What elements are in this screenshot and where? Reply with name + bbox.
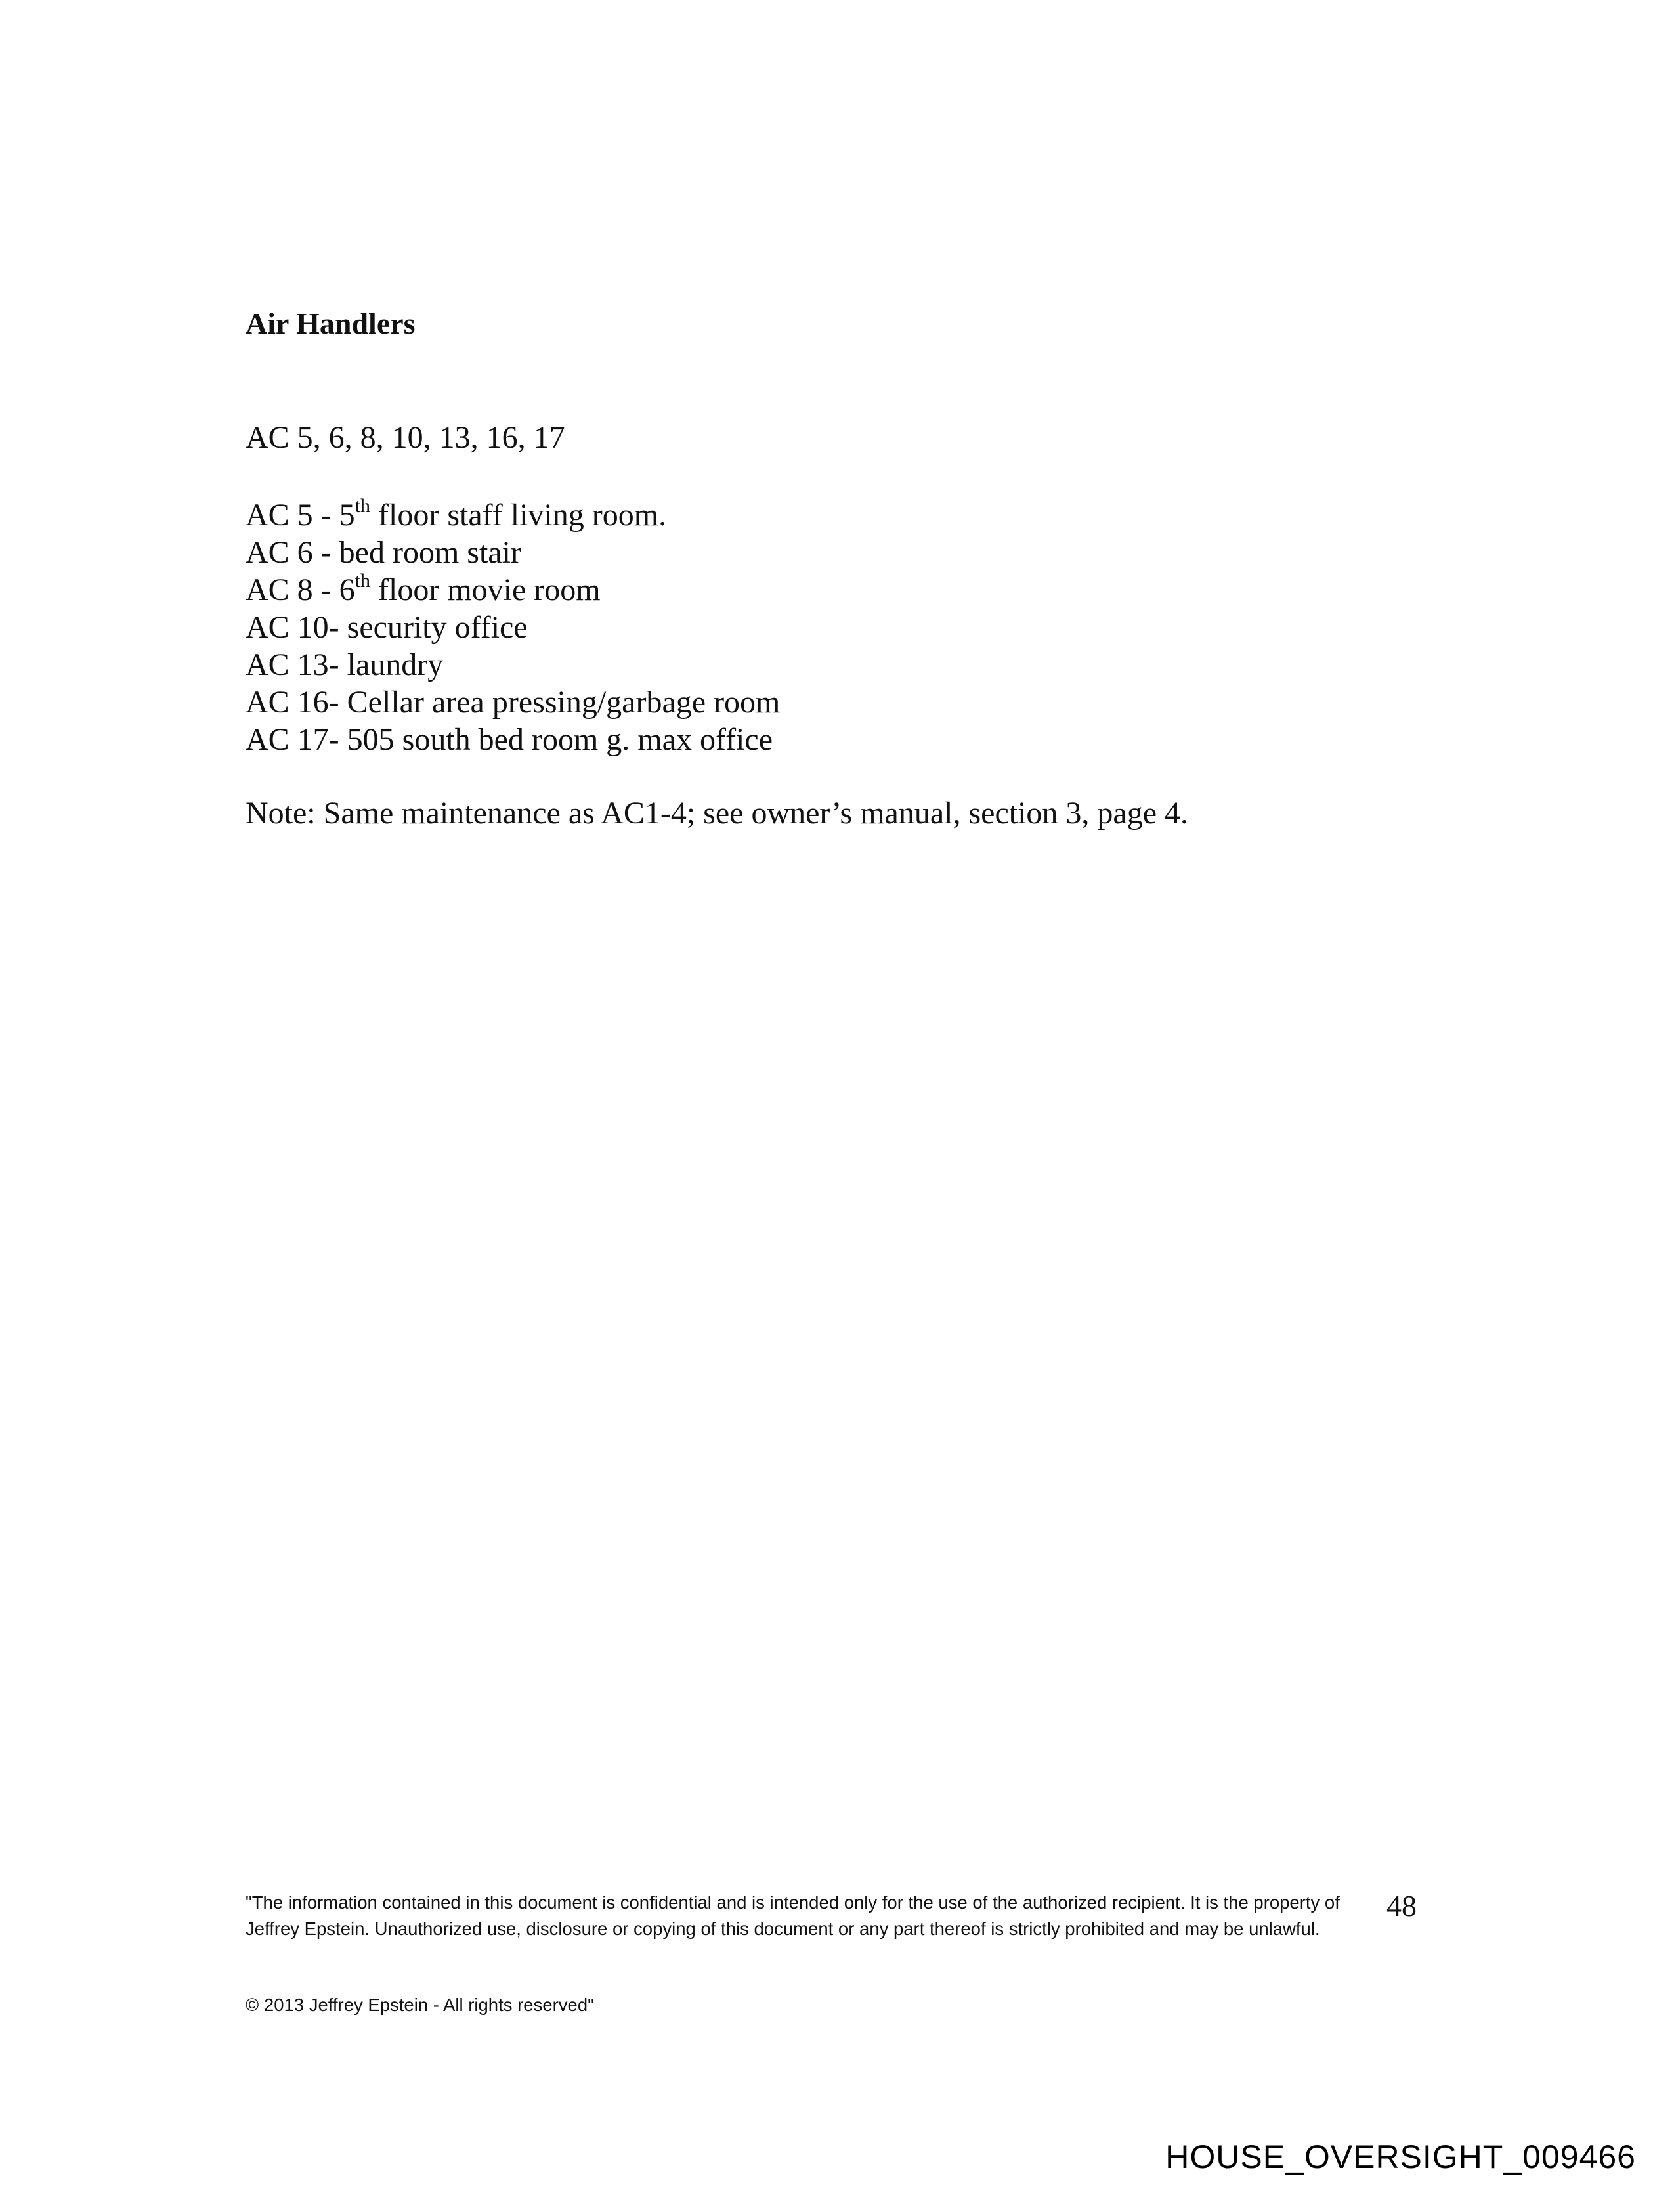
list-item: AC 16- Cellar area pressing/garbage room xyxy=(246,685,781,720)
page-number: 48 xyxy=(1386,1889,1417,1922)
maintenance-note: Note: Same maintenance as AC1-4; see owner’s manual, section 3, page 4. xyxy=(246,796,1189,831)
copyright-notice: © 2013 Jeffrey Epstein - All rights reserved" xyxy=(246,1995,594,2015)
unit-summary: AC 5, 6, 8, 10, 13, 16, 17 xyxy=(246,420,565,455)
bates-stamp: HOUSE_OVERSIGHT_009466 xyxy=(1165,2138,1636,2175)
list-item: AC 17- 505 south bed room g. max office xyxy=(246,722,773,757)
list-item: AC 13- laundry xyxy=(246,647,444,682)
list-item: AC 5 - 5th floor staff living room. xyxy=(246,495,667,532)
section-heading: Air Handlers xyxy=(246,307,416,340)
air-handler-list xyxy=(246,496,780,758)
list-item: AC 8 - 6th floor movie room xyxy=(246,570,601,607)
list-item: AC 6 - bed room stair xyxy=(246,535,521,570)
list-item: AC 10- security office xyxy=(246,610,528,645)
confidentiality-disclaimer: "The information contained in this document is confidential and is intended only for the use of the authorized recipient. It is the property of Jeffrey Epstein. Unauthorized use, disclosure or copying of this document or any part thereof is strictly prohibited and may be unlawful. xyxy=(246,1892,1340,1939)
